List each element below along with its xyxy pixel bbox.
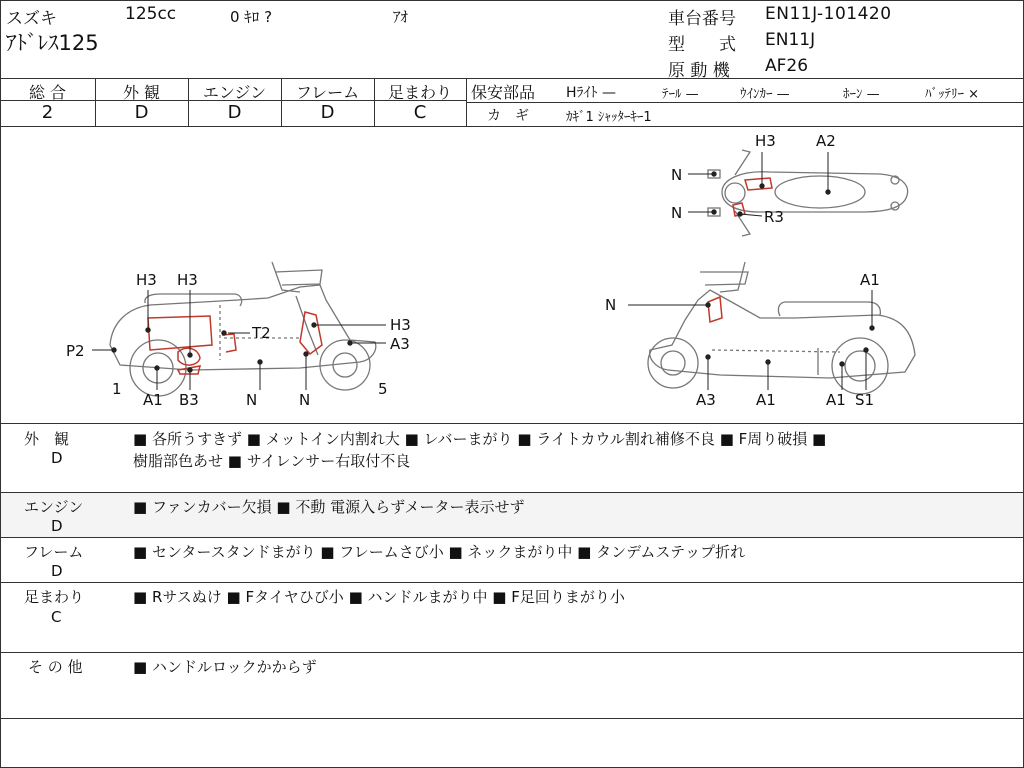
frame-grade-label: フレーム: [295, 83, 360, 102]
other-detail-label: そ の 他: [28, 658, 83, 676]
exterior-detail-label: 外 観: [24, 430, 70, 448]
horn-status: ﾎｰﾝ —: [843, 87, 880, 102]
diagram-label: A3: [696, 391, 716, 409]
engine-detail-label: エンジン: [24, 498, 84, 516]
diagram-label: A2: [816, 132, 836, 150]
engine-detail-grade: D: [51, 517, 63, 535]
divider: [0, 78, 1024, 79]
battery-status: ﾊﾞｯﾃﾘｰ ×: [925, 87, 980, 102]
diagram-label: H3: [177, 271, 198, 289]
frame-detail-label: フレーム: [24, 543, 84, 561]
divider: [466, 102, 1024, 103]
diagram-label: A3: [390, 335, 410, 353]
overall-grade-label: 総 合: [28, 83, 67, 102]
winker-status: ｳｲﾝｶｰ —: [740, 87, 790, 102]
top-scooter-drawing: [708, 150, 908, 236]
diagram-label: T2: [252, 324, 271, 342]
diagram-label: H3: [755, 132, 776, 150]
diagram-label: A1: [860, 271, 880, 289]
exterior-grade-label: 外 観: [122, 83, 161, 102]
headlight-status: Hﾗｲﾄ —: [566, 85, 616, 101]
key-label: カ ギ: [487, 108, 529, 124]
damage-diagram: [0, 127, 1024, 423]
diagram-label: 1: [112, 380, 122, 398]
divider: [0, 718, 1024, 719]
diagram-label: B3: [179, 391, 199, 409]
exterior-grade: D: [134, 102, 149, 123]
type-value: EN11J: [765, 30, 816, 50]
mileage: 0 ｷﾛ ?: [230, 8, 273, 26]
engine-notes: ■ ファンカバー欠損 ■ 不動 電源入らずメーター表示せず: [133, 498, 525, 516]
displacement: 125cc: [125, 4, 177, 24]
divider: [0, 423, 1024, 424]
diagram-label: N: [605, 296, 617, 314]
safety-parts-label: 保安部品: [471, 83, 536, 102]
diagram-label: R3: [764, 208, 784, 226]
suspension-notes: ■ Rサスぬけ ■ Fタイヤひび小 ■ ハンドルまがり中 ■ F足回りまがり小: [133, 588, 625, 606]
engine-model: AF26: [765, 56, 809, 76]
suspension-detail-label: 足まわり: [24, 588, 85, 606]
frame-number: EN11J-101420: [765, 4, 892, 24]
maker: スズキ: [6, 9, 57, 29]
exterior-detail-grade: D: [51, 449, 63, 467]
diagram-label: A1: [756, 391, 776, 409]
color: ｱｵ: [393, 8, 409, 26]
tail-status: ﾃｰﾙ —: [662, 87, 699, 102]
exterior-notes: 樹脂部色あせ ■ サイレンサー右取付不良: [133, 452, 411, 470]
divider: [0, 582, 1024, 583]
frame-grade: D: [320, 102, 335, 123]
engine-grade-label: エンジン: [202, 83, 267, 102]
frame-number-label: 車台番号: [668, 9, 736, 29]
engine-grade: D: [227, 102, 242, 123]
key-value: ｶｷﾞ1 ｼｬｯﾀｰｷｰ1: [566, 110, 652, 125]
diagram-label: H3: [136, 271, 157, 289]
exterior-notes: ■ 各所うすきず ■ メットイン内割れ大 ■ レバーまがり ■ ライトカウル割れ補修不良 ■ F周り破損 ■: [133, 430, 827, 448]
suspension-grade: C: [413, 102, 427, 123]
suspension-detail-grade: C: [51, 608, 62, 626]
other-notes: ■ ハンドルロックかからず: [133, 658, 317, 676]
suspension-grade-label: 足まわり: [387, 83, 452, 102]
diagram-label: 5: [378, 380, 388, 398]
model-name: ｱﾄﾞﾚｽ125: [6, 31, 99, 55]
divider: [0, 537, 1024, 538]
diagram-label: P2: [66, 342, 85, 360]
diagram-label: S1: [855, 391, 875, 409]
overall-grade: 2: [41, 102, 54, 123]
engine-model-label: 原 動 機: [668, 61, 730, 81]
type-label: 型 式: [668, 35, 736, 55]
diagram-label: N: [299, 391, 311, 409]
frame-notes: ■ センタースタンドまがり ■ フレームさび小 ■ ネックまがり中 ■ タンデムステップ折れ: [133, 543, 746, 561]
diagram-label: A1: [826, 391, 846, 409]
divider: [0, 652, 1024, 653]
diagram-label: N: [671, 166, 683, 184]
diagram-label: N: [671, 204, 683, 222]
diagram-label: H3: [390, 316, 411, 334]
diagram-label: A1: [143, 391, 163, 409]
frame-detail-grade: D: [51, 562, 63, 580]
diagram-label: N: [246, 391, 258, 409]
